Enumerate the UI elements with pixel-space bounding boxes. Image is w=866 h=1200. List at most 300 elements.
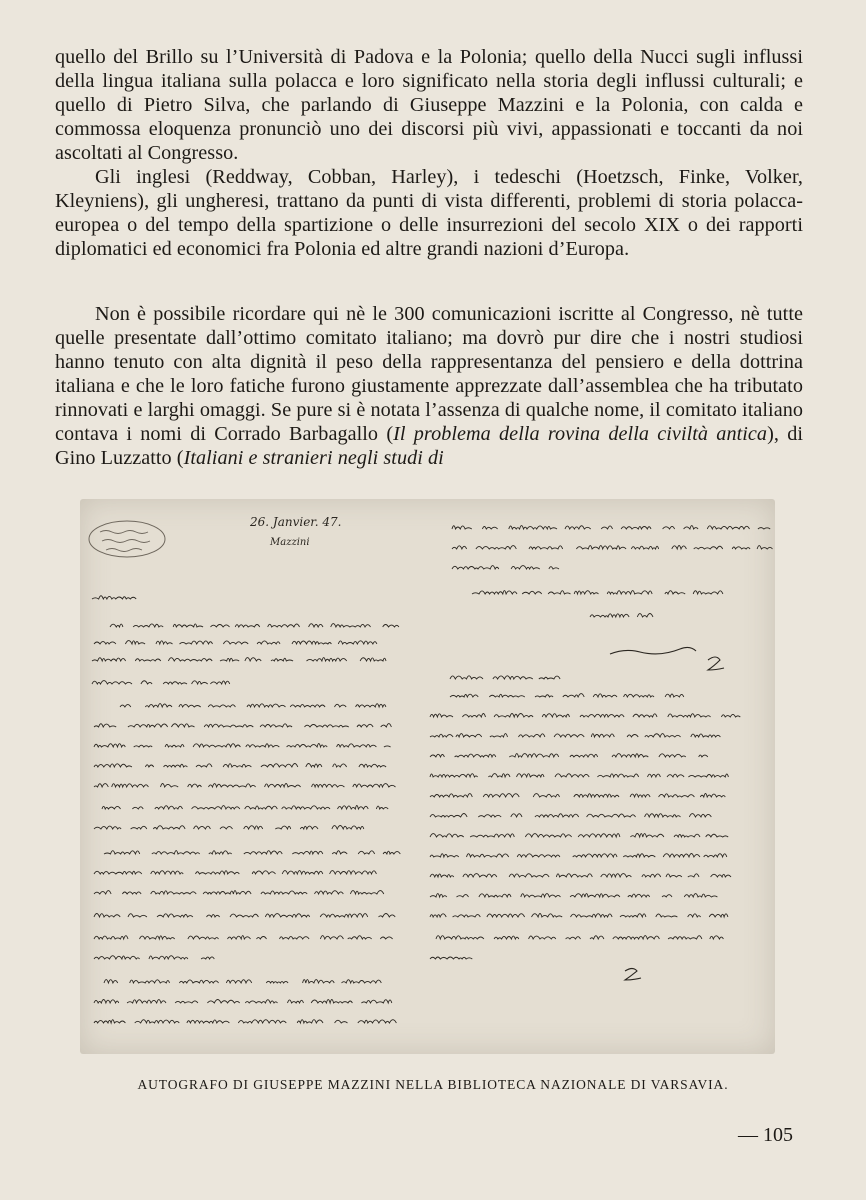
handwriting-stroke — [152, 851, 200, 854]
handwriting-stroke — [452, 566, 499, 569]
handwriting-stroke — [529, 936, 556, 939]
handwriting-stroke — [628, 894, 650, 897]
handwriting-stroke — [574, 794, 619, 797]
handwriting-stroke — [383, 625, 399, 628]
handwriting-stroke — [483, 794, 519, 797]
handwriting-stroke — [633, 714, 657, 717]
handwriting-stroke — [672, 546, 687, 550]
handwriting-stroke — [494, 714, 533, 718]
handwriting-stroke — [463, 874, 497, 877]
handwriting-stroke — [450, 694, 478, 697]
handwriting-stroke — [260, 724, 292, 727]
handwriting-stroke — [535, 695, 553, 697]
handwriting-stroke — [430, 854, 459, 857]
handwriting-stroke — [580, 714, 624, 717]
handwriting-stroke — [309, 624, 323, 627]
handwriting-stroke — [565, 526, 591, 529]
handwriting-stroke — [134, 745, 153, 747]
handwriting-stroke — [597, 774, 638, 777]
letter-date: 26. Janvier. 47. — [250, 515, 342, 529]
handwriting-stroke — [476, 546, 516, 549]
handwriting-stroke — [94, 1020, 125, 1023]
handwriting-stroke — [282, 871, 323, 874]
handwriting-stroke — [292, 641, 331, 644]
handwriting-stroke — [94, 914, 120, 918]
handwriting-stroke — [92, 596, 136, 599]
handwriting-stroke — [457, 895, 469, 897]
handwriting-stroke — [223, 641, 248, 644]
handwriting-stroke — [490, 734, 508, 737]
handwriting-stroke — [261, 764, 298, 768]
handwriting-stroke — [211, 625, 230, 628]
handwriting-stroke — [667, 774, 684, 777]
handwriting-stroke — [757, 546, 772, 549]
handwriting-stroke — [573, 854, 617, 857]
handwriting-stroke — [436, 936, 484, 939]
handwriting-stroke — [620, 914, 646, 917]
handwriting-stroke — [666, 874, 682, 877]
handwriting-stroke — [332, 851, 347, 854]
handwriting-stroke — [494, 936, 519, 939]
handwriting-stroke — [430, 714, 453, 717]
handwriting-stroke — [648, 774, 661, 777]
handwriting-stroke — [379, 914, 396, 918]
handwriting-stroke — [571, 914, 613, 917]
handwriting-stroke — [732, 547, 750, 549]
handwriting-stroke — [452, 546, 467, 549]
title-barbagallo-work: Il problema della rovina della civiltà antica — [393, 423, 768, 445]
handwriting-stroke — [128, 724, 168, 727]
handwriting-stroke — [710, 936, 724, 939]
handwriting-stroke — [350, 891, 383, 894]
handwriting-stroke — [601, 874, 632, 877]
figure-caption: AUTOGRAFO DI GIUSEPPE MAZZINI NELLA BIBLIOTECA NAZIONALE DI VARSAVIA. — [137, 1077, 729, 1092]
handwriting-stroke — [145, 704, 172, 707]
handwriting-stroke — [94, 724, 116, 727]
handwriting-stroke — [94, 744, 125, 747]
handwriting-stroke — [684, 894, 717, 897]
handwriting-stroke — [338, 806, 369, 810]
handwriting-stroke — [157, 914, 193, 917]
handwriting-stroke — [244, 826, 263, 829]
handwriting-stroke — [591, 734, 614, 737]
handwriting-stroke — [226, 980, 251, 983]
handwriting-stroke — [94, 642, 116, 644]
handwriting-stroke — [300, 826, 318, 829]
handwriting-stroke — [563, 694, 584, 697]
handwriting-stroke — [689, 814, 711, 817]
handwriting-stroke — [244, 851, 282, 854]
handwriting-stroke — [381, 724, 392, 727]
handwriting-stroke — [207, 1000, 239, 1004]
handwriting-stroke — [220, 827, 233, 829]
handwriting-stroke — [578, 834, 620, 837]
handwriting-stroke — [208, 705, 235, 707]
handwriting-stroke — [613, 936, 660, 939]
handwriting-stroke — [353, 784, 396, 787]
handwriting-stroke — [430, 874, 454, 877]
handwriting-stroke — [700, 794, 725, 798]
handwriting-stroke — [94, 871, 142, 874]
handwriting-stroke — [196, 871, 240, 874]
handwriting-stroke — [161, 784, 179, 788]
handwriting-stroke — [456, 734, 482, 737]
handwriting-stroke — [665, 694, 684, 697]
handwriting-stroke — [693, 591, 723, 594]
handwriting-stroke — [125, 641, 145, 644]
handwriting-stroke — [257, 641, 280, 644]
handwriting-stroke — [631, 546, 658, 549]
handwriting-stroke — [140, 936, 175, 939]
handwriting-stroke — [135, 659, 160, 661]
handwriting-stroke — [509, 874, 549, 877]
handwriting-stroke — [312, 784, 345, 787]
letter-right-column — [430, 526, 773, 959]
handwriting-stroke — [707, 526, 749, 529]
handwriting-stroke — [261, 891, 307, 894]
text-block-bottom — [55, 302, 803, 470]
handwriting-stroke — [430, 957, 472, 959]
handwriting-stroke — [704, 854, 727, 857]
handwriting-stroke — [566, 937, 581, 939]
handwriting-stroke — [104, 851, 140, 854]
handwriting-stroke — [315, 891, 344, 894]
handwriting-stroke — [94, 826, 121, 829]
handwriting-stroke — [266, 981, 288, 983]
handwriting-stroke — [452, 526, 472, 529]
handwriting-stroke — [320, 914, 368, 917]
handwriting-stroke — [130, 980, 170, 983]
handwriting-stroke — [164, 764, 188, 767]
handwriting-stroke — [127, 1000, 166, 1003]
handwriting-stroke — [517, 854, 560, 857]
handwriting-stroke — [721, 714, 740, 717]
handwriting-stroke — [688, 874, 699, 877]
handwriting-stroke — [245, 658, 261, 661]
handwriting-stroke — [663, 854, 700, 858]
handwriting-stroke — [145, 765, 153, 767]
handwriting-stroke — [151, 871, 184, 874]
handwriting-stroke — [511, 814, 522, 817]
handwriting-stroke — [94, 764, 132, 767]
handwriting-stroke — [430, 914, 446, 917]
handwriting-stroke — [607, 591, 652, 594]
handwriting-stroke — [576, 546, 626, 549]
handwriting-stroke — [297, 1020, 323, 1023]
handwriting-stroke — [535, 814, 579, 817]
page-number: — 105 — [738, 1124, 793, 1146]
handwriting-stroke — [151, 891, 196, 894]
handwriting-stroke — [462, 714, 485, 718]
handwriting-stroke — [194, 826, 211, 829]
handwriting-stroke — [645, 734, 681, 737]
handwriting-stroke — [220, 658, 239, 661]
handwriting-stroke — [188, 936, 219, 939]
handwriting-stroke — [245, 1000, 277, 1003]
handwriting-stroke — [630, 794, 650, 797]
handwriting-stroke — [509, 754, 558, 757]
handwriting-stroke — [290, 705, 325, 707]
handwritten-letter-image — [80, 499, 775, 1054]
handwriting-stroke — [357, 724, 373, 727]
handwriting-stroke — [430, 754, 444, 757]
handwriting-stroke — [342, 980, 382, 983]
handwriting-stroke — [590, 614, 629, 617]
handwriting-stroke — [120, 705, 131, 707]
handwriting-stroke — [361, 1000, 391, 1003]
handwriting-stroke — [533, 794, 559, 797]
handwriting-stroke — [92, 681, 132, 684]
handwriting-stroke — [163, 682, 187, 684]
handwriting-stroke — [168, 658, 212, 661]
handwriting-stroke — [179, 980, 218, 983]
handwriting-stroke — [450, 676, 483, 679]
handwriting-stroke — [337, 744, 377, 747]
handwriting-stroke — [360, 658, 386, 661]
handwriting-stroke — [674, 834, 700, 837]
handwriting-stroke — [94, 784, 108, 787]
handwriting-stroke — [758, 528, 770, 529]
handwriting-stroke — [305, 725, 349, 728]
handwriting-stroke — [192, 806, 240, 809]
handwriting-stroke — [209, 851, 232, 854]
handwriting-stroke — [175, 1001, 198, 1003]
handwriting-stroke — [247, 704, 286, 707]
handwriting-stroke — [430, 894, 447, 897]
handwriting-stroke — [554, 734, 584, 737]
handwriting-stroke — [555, 774, 589, 777]
handwriting-stroke — [688, 914, 701, 917]
handwriting-stroke — [542, 714, 569, 717]
handwriting-stroke — [268, 624, 300, 627]
handwriting-stroke — [271, 658, 293, 661]
manuscript-figure — [80, 499, 775, 1054]
handwriting-stroke — [330, 871, 377, 874]
handwriting-stroke — [128, 914, 147, 917]
handwriting-stroke — [478, 815, 501, 817]
handwriting-stroke — [662, 895, 672, 897]
handwriting-stroke — [453, 915, 481, 917]
handwriting-stroke — [131, 826, 147, 829]
handwriting-stroke — [384, 746, 391, 747]
handwriting-stroke — [694, 546, 723, 549]
handwriting-stroke — [549, 567, 559, 569]
handwriting-stroke — [624, 694, 654, 697]
handwriting-stroke — [665, 591, 685, 594]
handwriting-stroke — [94, 891, 111, 894]
handwriting-stroke — [179, 705, 201, 707]
handwriting-stroke — [245, 806, 278, 809]
handwriting-stroke — [171, 724, 194, 727]
handwriting-stroke — [706, 834, 729, 837]
handwriting-stroke — [153, 826, 185, 829]
handwriting-stroke — [338, 641, 377, 644]
paragraph-text-mid: ), di Gino Luzzatto ( — [55, 423, 803, 469]
letter-left-column — [92, 596, 400, 1023]
handwriting-stroke — [246, 744, 279, 747]
handwriting-stroke — [331, 624, 371, 627]
handwriting-stroke — [430, 834, 464, 837]
handwriting-stroke — [358, 1020, 397, 1023]
handwriting-stroke — [303, 980, 335, 983]
handwriting-stroke — [645, 814, 681, 817]
handwriting-stroke — [252, 871, 275, 874]
handwriting-stroke — [548, 591, 570, 594]
handwriting-stroke — [307, 658, 347, 661]
handwriting-stroke — [511, 566, 540, 569]
handwriting-stroke — [187, 1020, 230, 1023]
handwriting-stroke — [642, 874, 661, 877]
handwriting-stroke — [691, 734, 721, 737]
handwriting-stroke — [94, 956, 140, 959]
handwriting-stroke — [668, 714, 711, 717]
handwriting-stroke — [257, 937, 267, 940]
handwriting-stroke — [517, 774, 545, 777]
handwriting-stroke — [519, 734, 545, 737]
handwriting-stroke — [265, 914, 309, 917]
handwriting-stroke — [430, 814, 467, 818]
letter-signature-top: Mazzini — [270, 537, 310, 548]
handwriting-stroke — [122, 892, 141, 894]
handwriting-stroke — [210, 681, 229, 684]
handwriting-stroke — [102, 806, 121, 809]
handwriting-stroke — [287, 744, 328, 748]
handwriting-stroke — [306, 764, 322, 768]
handwriting-stroke — [659, 754, 686, 757]
handwriting-stroke — [612, 754, 648, 757]
handwriting-stroke — [149, 956, 188, 959]
handwriting-stroke — [482, 527, 497, 530]
paragraph-foreign-scholars: Gli inglesi (Reddway, Cobban, Harley), i tedeschi (Hoetzsch, Finke, Volker, Kleyniens), gli ungheresi, trattano da punti di vista differenti, problemi di storia polacca-europea o del tempo della spartizione o delle insurrezioni del secolo XIX o dei rapporti diplomatici ed economici fra Polonia ed altre grandi nazioni d’Europa. — [55, 166, 803, 260]
handwriting-stroke — [529, 546, 563, 549]
signature-flourish — [610, 647, 696, 654]
handwriting-stroke — [380, 937, 392, 939]
handwriting-stroke — [430, 734, 453, 737]
handwriting-stroke — [509, 526, 557, 529]
handwriting-stroke — [180, 641, 213, 644]
handwriting-stroke — [487, 914, 525, 917]
handwriting-stroke — [711, 874, 731, 877]
handwriting-stroke — [376, 806, 388, 809]
handwriting-stroke — [228, 936, 251, 939]
handwriting-stroke — [275, 826, 290, 829]
handwriting-stroke — [590, 936, 604, 939]
handwriting-stroke — [135, 1020, 180, 1023]
handwriting-stroke — [709, 914, 728, 917]
closing-mark — [625, 969, 641, 981]
handwriting-stroke — [637, 614, 653, 618]
handwriting-stroke — [522, 591, 542, 594]
handwriting-stroke — [288, 1000, 304, 1003]
handwriting-stroke — [623, 854, 655, 857]
handwriting-stroke — [570, 894, 620, 897]
handwriting-stroke — [209, 784, 256, 787]
handwriting-stroke — [165, 745, 184, 748]
handwriting-stroke — [587, 814, 636, 817]
title-luzzatto-work: Italiani e stranieri negli studi di — [183, 447, 444, 469]
handwriting-stroke — [472, 591, 517, 594]
handwriting-stroke — [356, 704, 386, 707]
handwriting-stroke — [292, 851, 323, 854]
handwriting-stroke — [621, 527, 651, 530]
handwriting-stroke — [201, 957, 214, 959]
handwriting-stroke — [470, 834, 514, 837]
handwriting-stroke — [112, 784, 149, 787]
handwriting-stroke — [156, 641, 173, 644]
handwriting-stroke — [265, 784, 301, 788]
handwriting-stroke — [593, 694, 617, 697]
handwriting-stroke — [311, 1000, 352, 1004]
handwriting-stroke — [383, 851, 400, 854]
handwriting-stroke — [627, 735, 638, 738]
handwriting-stroke — [192, 681, 208, 684]
handwriting-stroke — [570, 754, 598, 757]
handwriting-stroke — [479, 894, 511, 897]
handwriting-stroke — [489, 694, 525, 697]
handwriting-stroke — [193, 744, 240, 747]
handwriting-stroke — [688, 774, 728, 777]
handwriting-stroke — [207, 915, 220, 917]
handwriting-stroke — [203, 891, 251, 894]
handwriting-stroke — [92, 658, 126, 661]
handwriting-stroke — [525, 834, 571, 837]
handwriting-stroke — [196, 764, 212, 767]
handwriting-stroke — [282, 806, 330, 809]
handwriting-stroke — [532, 914, 563, 918]
handwriting-stroke — [94, 1000, 119, 1004]
handwriting-stroke — [699, 755, 708, 757]
handwriting-stroke — [238, 1020, 286, 1023]
handwriting-stroke — [333, 764, 347, 767]
handwriting-stroke — [132, 807, 143, 809]
handwriting-stroke — [104, 980, 118, 983]
handwriting-stroke — [155, 806, 183, 809]
handwriting-stroke — [188, 784, 202, 787]
handwriting-stroke — [430, 774, 478, 777]
handwriting-stroke — [467, 854, 509, 857]
handwriting-stroke — [656, 914, 678, 917]
handwriting-stroke — [455, 754, 496, 757]
handwriting-stroke — [141, 681, 152, 684]
paragraph-continuation: quello del Brillo su l’Università di Padova e la Polonia; quello della Nucci sugli influssi della lingua italiana sulla polacca e loro significato nella storia degli influssi culturali; e quello di Pietro Silva, che parlando di Giuseppe Mazzini e la Polonia, con calda e commossa eloquenza pronunciò uno dei discorsi più vivi, appassionati e toccanti da noi ascoltati al Congresso. — [55, 46, 803, 164]
handwriting-stroke — [204, 724, 253, 727]
handwriting-stroke — [601, 526, 612, 529]
handwriting-stroke — [173, 624, 203, 627]
text-block-top — [55, 45, 803, 261]
handwriting-stroke — [684, 526, 699, 529]
handwriting-stroke — [94, 936, 128, 939]
handwriting-stroke — [110, 624, 123, 627]
handwriting-stroke — [320, 936, 343, 939]
library-stamp — [89, 521, 165, 557]
handwriting-stroke — [521, 894, 561, 897]
paragraph-text: Non è possibile ricordare qui nè le 300 comunicazioni iscritte al Congresso, nè tutte quelle presentate dall’ottimo comitato italiano; ma dovrò pur dire che i nostri studiosi hanno tenuto con alta dignità il peso della rappresentanza del pensiero e della dottrina italiana e che le loro fatiche furono giustamente apprezzate dall’assemblea che ha tributato rinnovati e larghi omaggi. Se pure si è notata l’assenza di qualche nome, il comitato italiano contava i nomi di Corrado Barbagallo ( — [55, 303, 803, 445]
handwriting-stroke — [493, 676, 533, 679]
handwriting-stroke — [539, 676, 560, 679]
handwriting-stroke — [359, 764, 386, 767]
handwriting-stroke — [335, 1020, 348, 1023]
handwriting-stroke — [133, 624, 163, 627]
handwriting-stroke — [668, 936, 702, 939]
handwriting-stroke — [430, 794, 472, 797]
handwriting-stroke — [630, 834, 663, 838]
handwriting-stroke — [663, 526, 675, 529]
handwriting-stroke — [659, 794, 695, 797]
handwriting-stroke — [280, 937, 310, 939]
handwriting-stroke — [230, 914, 258, 917]
handwriting-stroke — [348, 936, 372, 939]
handwriting-stroke — [358, 851, 374, 854]
